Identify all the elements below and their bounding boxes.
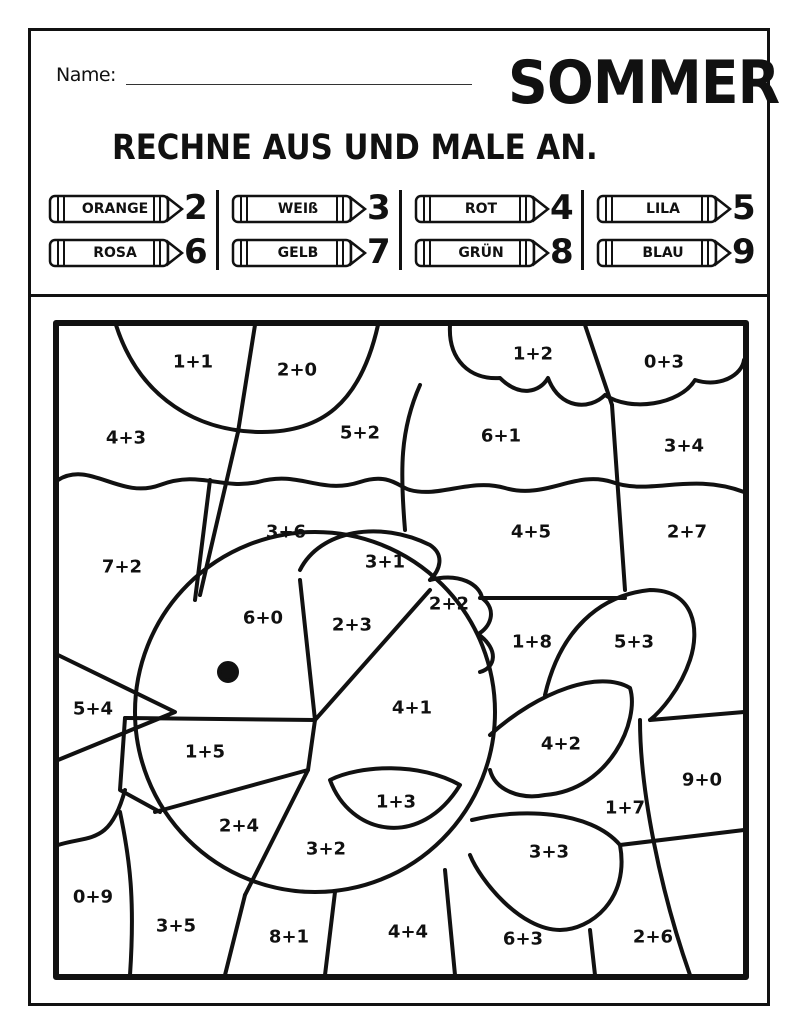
legend-number: 7 <box>367 232 391 272</box>
legend-number: 9 <box>732 232 756 272</box>
task-label: 6+0 <box>242 607 284 629</box>
task-label: 3+6 <box>265 521 307 543</box>
task-label: 4+3 <box>105 427 147 449</box>
task-label: 3+5 <box>155 915 197 937</box>
legend-color-label: ORANGE <box>81 201 149 217</box>
task-label: 7+2 <box>101 556 143 578</box>
task-label: 2+2 <box>428 593 470 615</box>
instruction-text: RECHNE AUS UND MALE AN. <box>112 128 598 168</box>
fish-right-fin <box>545 590 694 720</box>
task-label: 5+2 <box>339 422 381 444</box>
legend-color-label: GELB <box>277 245 319 261</box>
task-label: 2+0 <box>276 359 318 381</box>
name-label: Name: <box>56 64 116 86</box>
legend-number: 3 <box>367 188 391 228</box>
fish-lower-tail <box>470 813 622 930</box>
legend-number: 2 <box>184 188 208 228</box>
legend-color-label: ROT <box>464 201 498 217</box>
task-label: 4+1 <box>391 697 433 719</box>
task-label: 3+2 <box>305 838 347 860</box>
fish-eye <box>219 663 237 681</box>
task-label: 1+5 <box>184 741 226 763</box>
task-label: 3+4 <box>663 435 705 457</box>
task-label: 1+3 <box>375 791 417 813</box>
legend-color-label: LILA <box>646 201 680 217</box>
task-label: 2+4 <box>218 815 260 837</box>
fish-crest <box>430 578 493 672</box>
task-label: 4+5 <box>510 521 552 543</box>
task-label: 5+4 <box>72 698 114 720</box>
task-label: 9+0 <box>681 769 723 791</box>
legend-color-label: GRÜN <box>458 245 504 261</box>
legend-number: 6 <box>184 232 208 272</box>
legend-number: 5 <box>732 188 756 228</box>
task-label: 3+1 <box>364 551 406 573</box>
task-label: 2+3 <box>331 614 373 636</box>
task-label: 1+8 <box>511 631 553 653</box>
task-label: 4+2 <box>540 733 582 755</box>
legend-number: 8 <box>550 232 574 272</box>
task-label: 3+3 <box>528 841 570 863</box>
task-label: 1+2 <box>512 343 554 365</box>
task-label: 6+3 <box>502 928 544 950</box>
task-label: 6+1 <box>480 425 522 447</box>
legend-color-label: ROSA <box>93 245 137 261</box>
page-title: SOMMER <box>508 48 780 118</box>
legend-number: 4 <box>550 188 574 228</box>
task-label: 2+7 <box>666 521 708 543</box>
legend-color-label: BLAU <box>642 245 684 261</box>
legend-color-label: WEIß <box>277 201 319 217</box>
task-label: 0+9 <box>72 886 114 908</box>
task-label: 1+1 <box>172 351 214 373</box>
task-label: 1+7 <box>604 797 646 819</box>
task-label: 2+6 <box>632 926 674 948</box>
task-label: 4+4 <box>387 921 429 943</box>
task-label: 0+3 <box>643 351 685 373</box>
task-label: 5+3 <box>613 631 655 653</box>
task-label: 8+1 <box>268 926 310 948</box>
